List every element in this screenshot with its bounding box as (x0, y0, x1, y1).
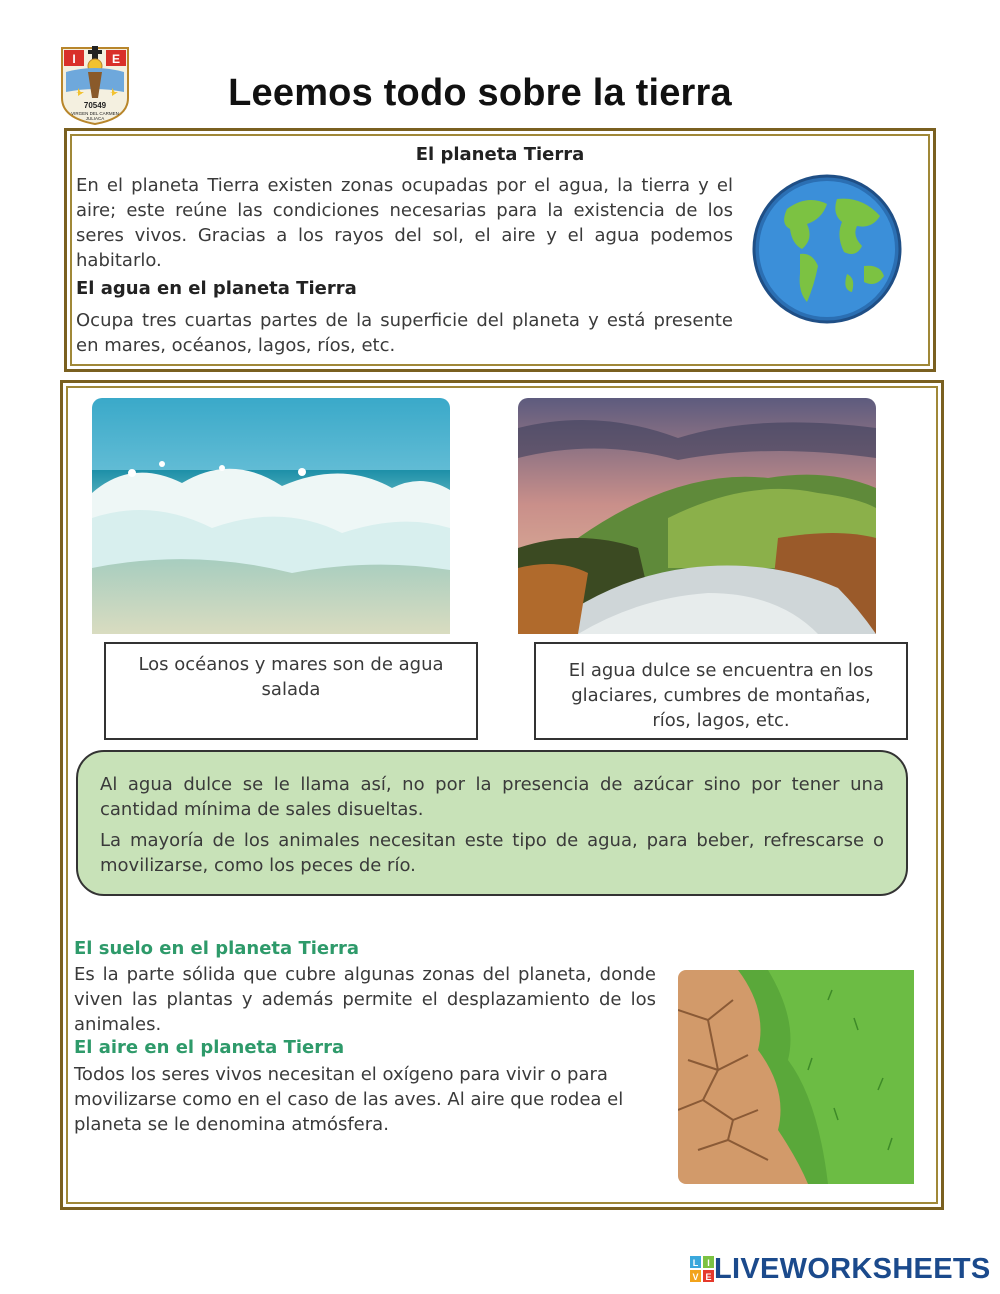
svg-text:I: I (707, 1258, 710, 1268)
crest-letter-i: I (72, 52, 76, 66)
earth-globe-image (752, 174, 902, 324)
crest-city: JULIACA (85, 116, 105, 121)
dry-soil-grass-image (678, 970, 914, 1184)
svg-text:V: V (692, 1272, 699, 1282)
note-line-1: Al agua dulce se le llama así, no por la presencia de azúcar sino por tener una cantidad mínima de sales disueltas. (100, 774, 884, 820)
soil-paragraph: Es la parte sólida que cubre algunas zonas del planeta, donde viven las plantas y además permite el desplazamiento de los animales. (74, 964, 656, 1035)
planet-heading: El planeta Tierra (415, 144, 585, 165)
crest-letter-e: E (111, 52, 121, 66)
svg-text:L: L (692, 1258, 699, 1268)
water-heading: El agua en el planeta Tierra (76, 278, 357, 299)
crest-name: VIRGEN DEL CARMEN (71, 111, 119, 116)
river-caption: El agua dulce se encuentra en los glaciares, cumbres de montañas, ríos, lagos, etc. (534, 642, 908, 740)
planet-paragraph: En el planeta Tierra existen zonas ocupadas por el agua, la tierra y el aire; este reúne las condiciones necesarias para la existencia de los seres vivos. Gracias a los rayos del sol, el aire y el agua podemos habitarlo. (76, 175, 733, 271)
liveworksheets-logo[interactable] (690, 1254, 991, 1284)
liveworksheets-brand-text: LIVEWORKSHEETS (714, 1252, 991, 1285)
crest-number: 70549 (83, 101, 107, 110)
school-crest-logo (58, 42, 132, 126)
soil-heading: El suelo en el planeta Tierra (74, 938, 360, 959)
liveworksheets-badge-icon (690, 1256, 714, 1282)
air-heading: El aire en el planeta Tierra (74, 1037, 345, 1058)
page-title: Leemos todo sobre la tierra (228, 72, 732, 114)
air-paragraph: Todos los seres vivos necesitan el oxígeno para vivir o para movilizarse como en el caso de las aves. Al aire que rodea el planeta se le denomina atmósfera. (74, 1064, 624, 1135)
water-paragraph: Ocupa tres cuartas partes de la superficie del planeta y está presente en mares, océanos, lagos, ríos, etc. (76, 310, 733, 356)
ocean-wave-image (92, 398, 450, 634)
ocean-caption: Los océanos y mares son de agua salada (104, 642, 478, 740)
svg-text:E: E (705, 1272, 712, 1282)
river-landscape-image (518, 398, 876, 634)
note-line-2: La mayoría de los animales necesitan este tipo de agua, para beber, refrescarse o movilizarse, como los peces de río. (100, 830, 884, 876)
fresh-water-note (76, 750, 908, 896)
